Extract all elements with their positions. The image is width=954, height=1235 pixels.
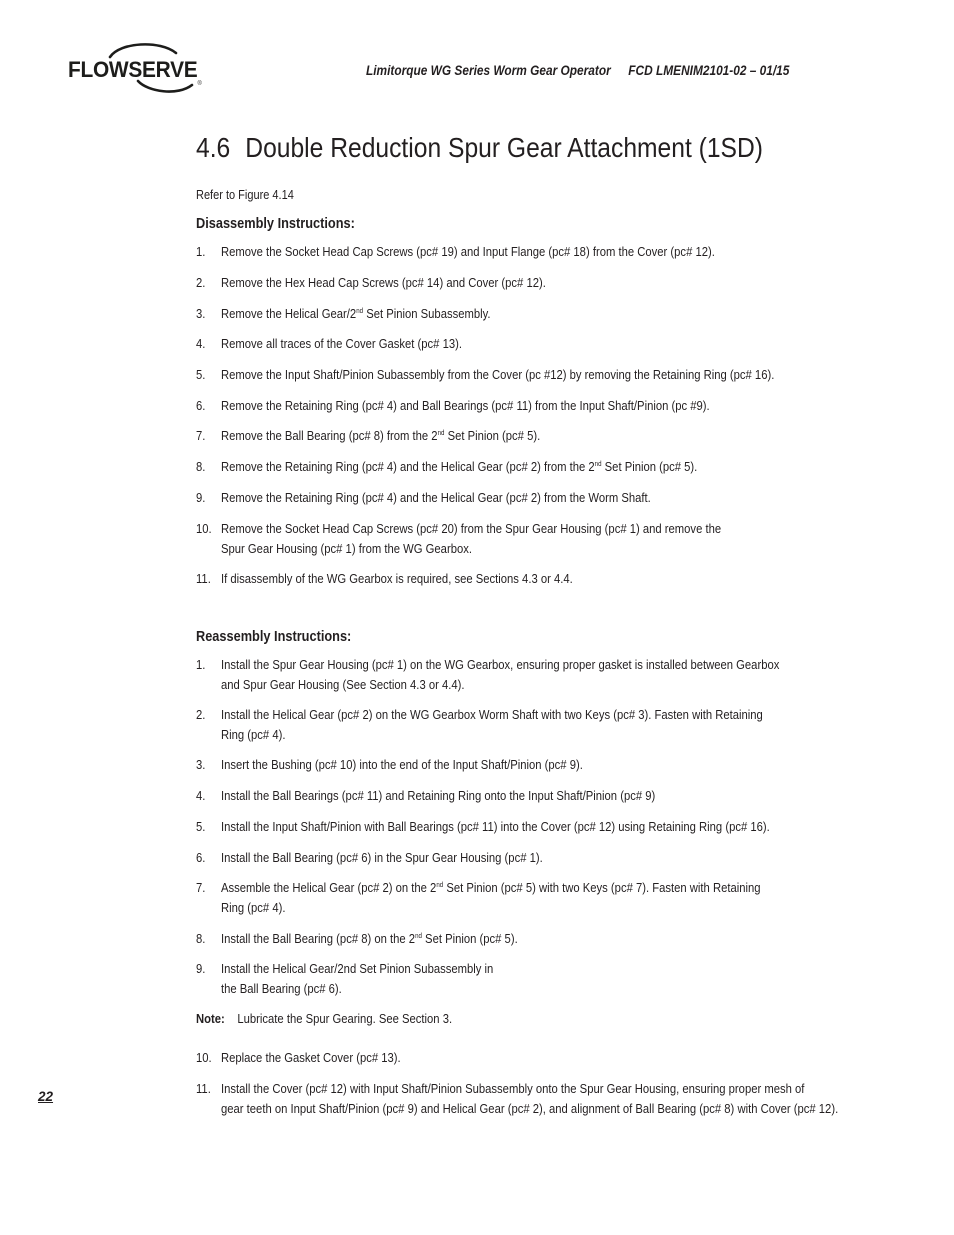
step-number: 2. xyxy=(196,707,206,722)
step-number: 9. xyxy=(196,490,206,505)
step-text: Insert the Bushing (pc# 10) into the end of the Input Shaft/Pinion (pc# 9). xyxy=(221,757,583,772)
step-number: 3. xyxy=(196,306,206,321)
step-number: 7. xyxy=(196,428,206,443)
step-number: 7. xyxy=(196,880,206,895)
note-text: Lubricate the Spur Gearing. See Section 3. xyxy=(237,1011,453,1026)
step-text: Assemble the Helical Gear (pc# 2) on the 2nd Set Pinion (pc# 5) with two Keys (pc# 7). Fasten with Retaining Ring (pc# 4). xyxy=(221,880,761,915)
registered-mark: ® xyxy=(197,81,202,87)
step-number: 5. xyxy=(196,367,206,382)
step-text: Install the Helical Gear (pc# 2) on the WG Gearbox Worm Shaft with two Keys (pc# 3). Fasten with Retaining Ring (pc# 4). xyxy=(221,707,763,742)
step-number: 3. xyxy=(196,757,206,772)
step-text: Remove the Socket Head Cap Screws (pc# 19) and Input Flange (pc# 18) from the Cover (pc# 12). xyxy=(221,244,715,259)
step-text: Install the Ball Bearings (pc# 11) and Retaining Ring onto the Input Shaft/Pinion (pc# 9) xyxy=(221,788,656,803)
step-text: If disassembly of the WG Gearbox is required, see Sections 4.3 or 4.4. xyxy=(221,571,573,586)
note xyxy=(196,1011,452,1026)
note-label: Note: xyxy=(196,1011,225,1026)
step-number: 10. xyxy=(196,521,212,536)
section-title xyxy=(196,132,763,164)
step-text: Remove all traces of the Cover Gasket (pc# 13). xyxy=(221,336,462,351)
step-number: 10. xyxy=(196,1050,212,1065)
section-heading: Double Reduction Spur Gear Attachment (1SD) xyxy=(245,132,763,163)
step-number: 1. xyxy=(196,657,206,672)
step-text: Remove the Hex Head Cap Screws (pc# 14) and Cover (pc# 12). xyxy=(221,275,546,290)
step-number: 11. xyxy=(196,571,211,586)
step-number: 2. xyxy=(196,275,206,290)
logo-wordmark: FLOWSERVE® xyxy=(68,57,202,87)
step-text: Remove the Helical Gear/2nd Set Pinion Subassembly. xyxy=(221,306,491,321)
step-text: Remove the Socket Head Cap Screws (pc# 20) from the Spur Gear Housing (pc# 1) and remove the Spur Gear Housing (pc# 1) from the WG Gearbox. xyxy=(221,521,722,556)
page-number: 22 xyxy=(38,1089,54,1104)
step-text: Install the Cover (pc# 12) with Input Shaft/Pinion Subassembly onto the Spur Gear Housing, ensuring proper mesh of gear teeth on Input Shaft/Pinion (pc# 9) and Helical Gear (pc# 2), and alignment of Ball Bearing (pc# 8) with Cover (pc# 12). xyxy=(221,1081,839,1116)
step-number: 4. xyxy=(196,788,206,803)
step-text: Remove the Retaining Ring (pc# 4) and Ball Bearings (pc# 11) from the Input Shaft/Pinion (pc #9). xyxy=(221,398,710,413)
step-number: 6. xyxy=(196,398,206,413)
step-number: 9. xyxy=(196,961,206,976)
reassembly-heading: Reassembly Instructions: xyxy=(196,629,352,645)
step-number: 8. xyxy=(196,459,206,474)
figure-reference: Refer to Figure 4.14 xyxy=(196,188,294,202)
step-number: 11. xyxy=(196,1081,211,1096)
step-number: 8. xyxy=(196,931,206,946)
step-text: Remove the Retaining Ring (pc# 4) and the Helical Gear (pc# 2) from the 2nd Set Pinion (pc# 5). xyxy=(221,459,698,474)
step-number: 5. xyxy=(196,819,206,834)
step-number: 6. xyxy=(196,850,206,865)
step-text: Install the Helical Gear/2nd Set Pinion Subassembly in the Ball Bearing (pc# 6). xyxy=(221,961,494,996)
step-text: Remove the Retaining Ring (pc# 4) and the Helical Gear (pc# 2) from the Worm Shaft. xyxy=(221,490,651,505)
step-number: 1. xyxy=(196,244,206,259)
step-text: Remove the Ball Bearing (pc# 8) from the 2nd Set Pinion (pc# 5). xyxy=(221,428,541,443)
step-text: Install the Input Shaft/Pinion with Ball Bearings (pc# 11) into the Cover (pc# 12) using Retaining Ring (pc# 16). xyxy=(221,819,770,834)
header-doc-code: FCD LMENIM2101-02 – 01/15 xyxy=(628,63,790,78)
step-text: Install the Ball Bearing (pc# 6) in the Spur Gear Housing (pc# 1). xyxy=(221,850,543,865)
step-text: Install the Ball Bearing (pc# 8) on the 2nd Set Pinion (pc# 5). xyxy=(221,931,518,946)
disassembly-heading: Disassembly Instructions: xyxy=(196,216,355,232)
step-number: 4. xyxy=(196,336,206,351)
step-text: Replace the Gasket Cover (pc# 13). xyxy=(221,1050,401,1065)
running-header xyxy=(366,63,789,78)
header-title: Limitorque WG Series Worm Gear Operator xyxy=(366,63,611,78)
step-text: Install the Spur Gear Housing (pc# 1) on the WG Gearbox, ensuring proper gasket is installed between Gearbox and Spur Gear Housing (See Section 4.3 or 4.4). xyxy=(221,657,780,692)
section-number: 4.6 xyxy=(196,132,231,163)
step-text: Remove the Input Shaft/Pinion Subassembly from the Cover (pc #12) by removing the Retaining Ring (pc# 16). xyxy=(221,367,775,382)
flowserve-logo xyxy=(68,40,208,98)
